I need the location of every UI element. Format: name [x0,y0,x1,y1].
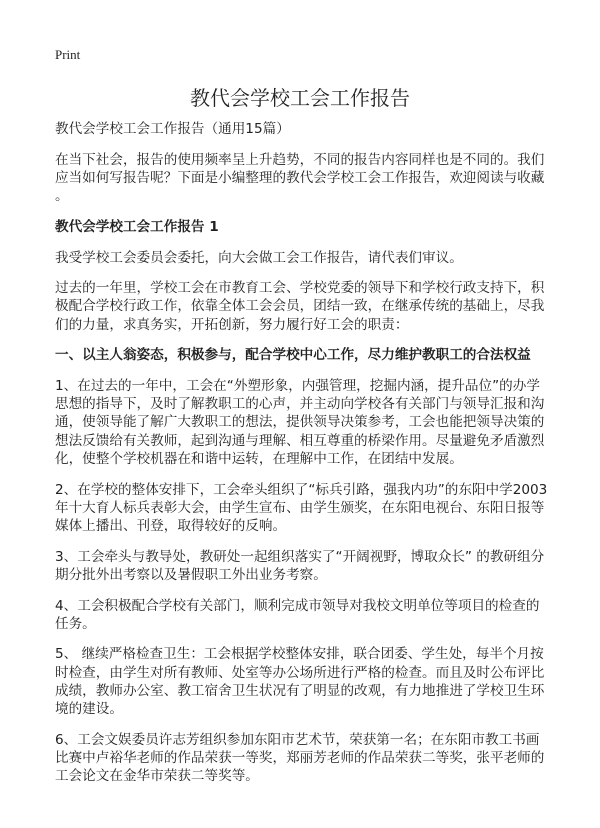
text-line: 工会论文在金华市荣获二等奖等。 [55,768,259,785]
text-line: 3、工会牵头与教导处，教研处一起组织落实了“开阔视野，博取众长” 的教研组分 [55,548,545,565]
text-line: 我受学校工会委员会委托，向大会做工会工作报告，请代表们审议。 [55,249,463,266]
text-line: 期分批外出考察以及暑假职工外出业务考察。 [55,566,327,583]
text-line: 在当下社会，报告的使用频率呈上升趋势，不同的报告内容同样也是不同的。我们 [55,151,545,168]
text-line: 任务。 [55,615,96,632]
text-line: 通，使领导能了解广大教职工的想法，提供领导决策参考，工会也能把领导决策的 [55,414,545,431]
subtitle [55,120,555,138]
text-line: 思想的指导下，及时了解教职工的心声，并主动向学校各有关部门与领导汇报和沟 [55,396,545,413]
page-title: 教代会学校工会工作报告 [190,86,410,110]
paragraph [55,548,555,584]
print-link[interactable]: Print [55,47,81,62]
text-line: 境的建设。 [55,701,123,718]
paragraph [55,279,555,334]
text-line: 过去的一年里，学校工会在市教育工会、学校党委的领导下和学校行政支持下，积 [55,280,545,297]
document-body [55,120,555,798]
section-heading [55,218,555,236]
text-line: 媒体上播出、刊登，取得较好的反响。 [55,517,287,534]
text-line: 成绩，教师办公室、教工宿舍卫生状况有了明显的改观，有力地推进了学校卫生环 [55,682,545,699]
text-line: 教代会学校工会工作报告（通用15篇） [55,121,290,137]
text-line: 年十大育人标兵表彰大会，由学生宣布、由学生颁奖，在东阳电视台、东阳日报等 [55,499,545,516]
text-line: 一、以主人翁姿态，积极参与，配合学校中心工作，尽力维护教职工的合法权益 [55,347,531,364]
paragraph [55,151,555,206]
text-line: 4、工会积极配合学校有关部门，顺利完成市领导对我校文明单位等项目的检查的 [55,597,540,614]
text-line: 教代会学校工会工作报告 1 [55,218,219,235]
text-line: 应当如何写报告呢？下面是小编整理的教代会学校工会工作报告，欢迎阅读与收藏 [55,169,545,186]
paragraph [55,731,555,786]
paragraph [55,249,555,267]
text-line: 极配合学校行政工作，依靠全体工会会员，团结一致，在继承传统的基础上，尽我 [55,298,545,315]
subsection-heading [55,346,555,364]
text-line: 化，使整个学校机器在和谐中运转，在理解中工作，在团结中发展。 [55,450,463,467]
text-line: 1、在过去的一年中，工会在“外塑形象，内强管理，挖掘内涵，提升品位”的办学 [55,378,540,395]
text-line: 5、 继续严格检查卫生：工会根据学校整体安排，联合团委、学生处，每半个月按 [55,646,544,663]
text-line: 。 [55,188,69,205]
text-line: 时检查，由学生对所有教师、处室等办公场所进行严格的检查。而且及时公布评比 [55,664,545,681]
text-line: 2、在学校的整体安排下，工会牵头组织了“标兵引路，强我内功”的东阳中学2003 [55,481,548,498]
paragraph [55,377,555,468]
text-line: 6、工会文娱委员许志芳组织参加东阳市艺术节，荣获第一名；在东阳市教工书画 [55,731,540,748]
paragraph [55,481,555,536]
text-line: 想法反馈给有关教师，起到沟通与理解、相互尊重的桥梁作用。尽量避免矛盾激烈 [55,432,545,449]
text-line: 们的力量，求真务实，开拓创新，努力履行好工会的职责： [55,316,409,333]
paragraph [55,597,555,633]
text-line: 比赛中卢裕华老师的作品荣获一等奖，郑丽芳老师的作品荣获二等奖，张平老师的 [55,749,545,766]
paragraph [55,645,555,718]
